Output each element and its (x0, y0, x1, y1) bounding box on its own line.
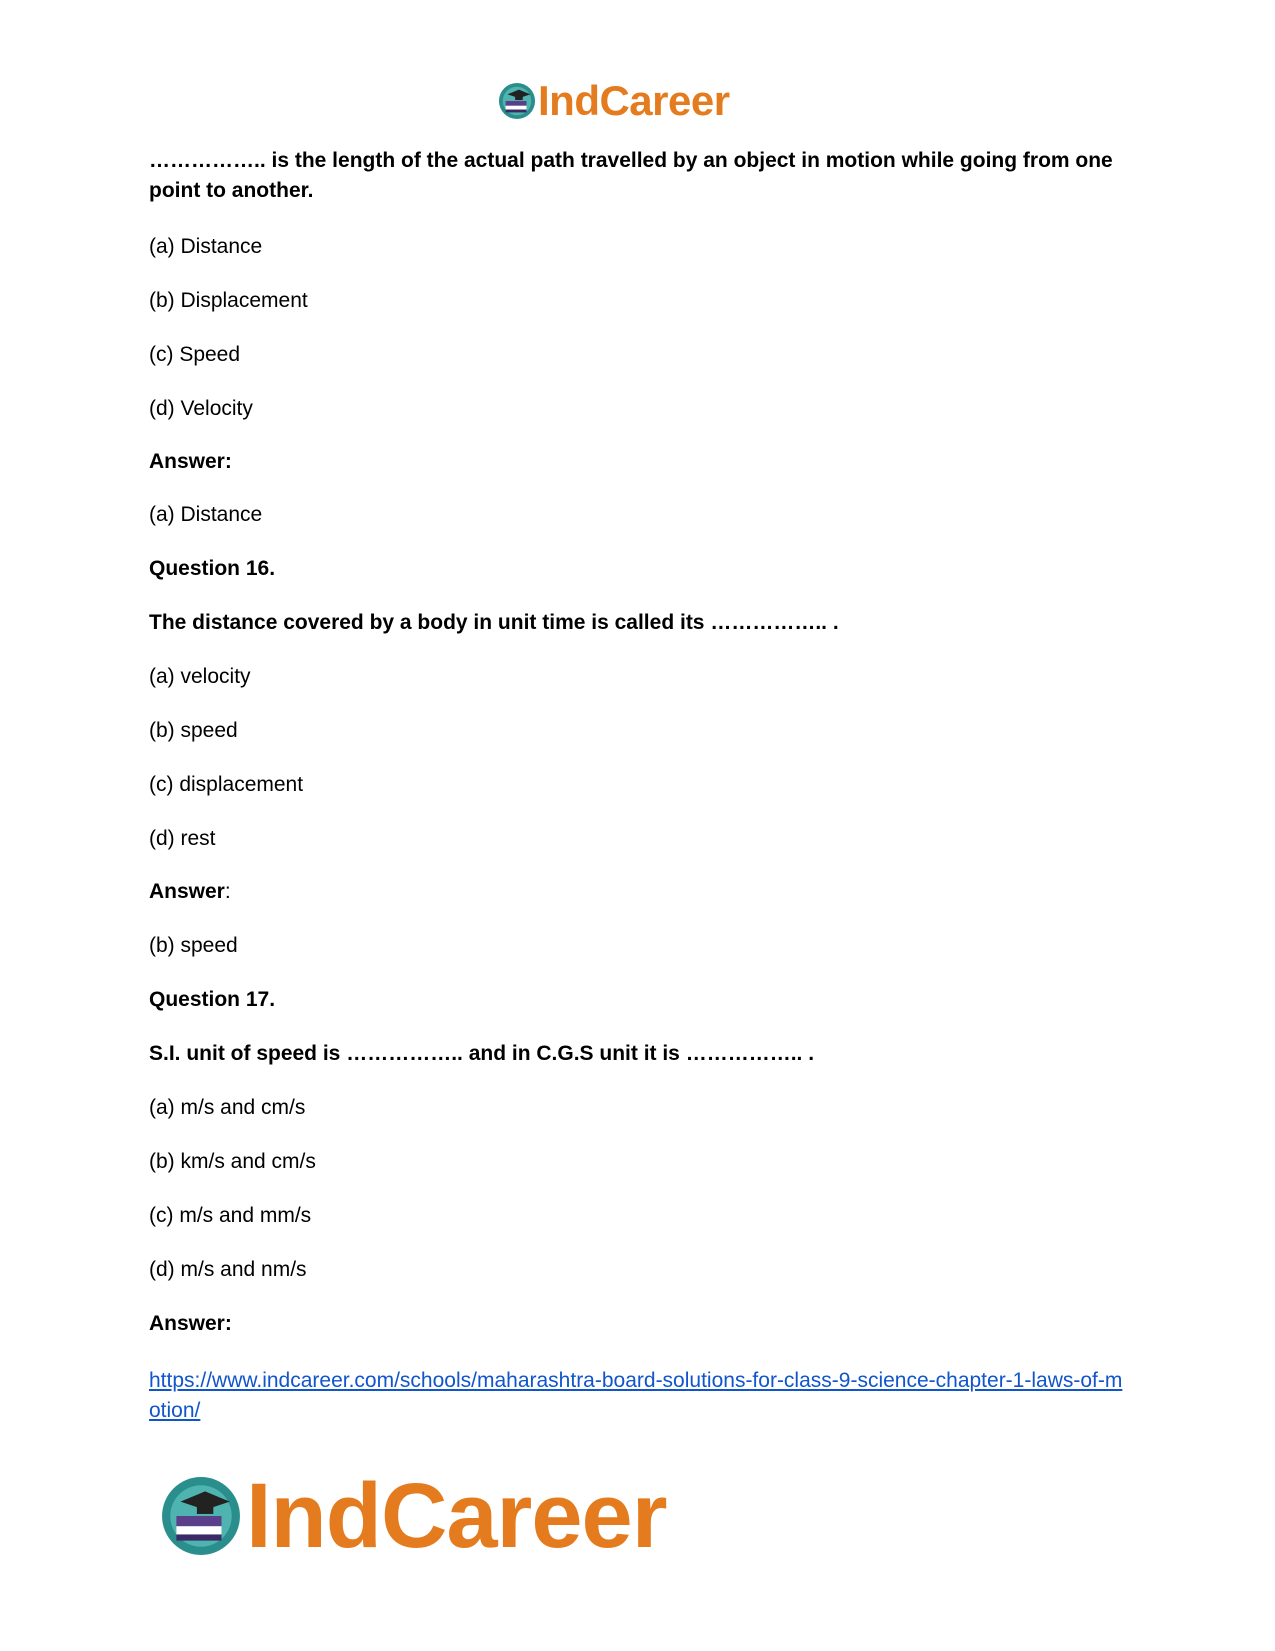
q16-answer-colon: : (224, 880, 231, 903)
q16-answer: (b) speed (149, 934, 238, 957)
q16-option-d: (d) rest (149, 827, 216, 850)
source-url-link[interactable]: https://www.indcareer.com/schools/maharashtra-board-solutions-for-class-9-science-chapter-1-laws-of-motion/ (149, 1369, 1123, 1422)
q15-option-c: (c) Speed (149, 343, 241, 366)
question-17-text: S.I. unit of speed is …………….. and in C.G.S unit it is …………….. . (149, 1042, 815, 1065)
q16-answer-label: Answer (149, 880, 225, 903)
q17-answer-label: Answer: (149, 1312, 232, 1335)
q17-option-d: (d) m/s and nm/s (149, 1258, 307, 1281)
indcareer-emblem-icon (498, 82, 536, 120)
q16-option-a: (a) velocity (149, 665, 251, 688)
question-17-title: Question 17. (149, 988, 276, 1011)
q15-answer-label: Answer: (149, 450, 232, 473)
q15-answer: (a) Distance (149, 503, 263, 526)
question-15-text: …………….. is the length of the actual path travelled by an object in motion while going from one point to another. (149, 149, 1113, 202)
q16-option-c: (c) displacement (149, 773, 304, 796)
q17-option-c: (c) m/s and mm/s (149, 1204, 312, 1227)
q15-option-b: (b) Displacement (149, 289, 308, 312)
question-16-text: The distance covered by a body in unit time is called its …………….. . (149, 611, 839, 634)
q16-option-b: (b) speed (149, 719, 238, 742)
q15-option-a: (a) Distance (149, 235, 263, 258)
header-logo (498, 77, 730, 124)
logo-text: IndCareer (538, 77, 730, 124)
q17-option-b: (b) km/s and cm/s (149, 1150, 316, 1173)
q15-option-d: (d) Velocity (149, 397, 253, 420)
q16-answer-heading (149, 877, 231, 907)
q17-option-a: (a) m/s and cm/s (149, 1096, 306, 1119)
footer-logo (160, 1465, 667, 1567)
question-16-title: Question 16. (149, 557, 276, 580)
indcareer-emblem-icon (160, 1475, 242, 1557)
logo-text: IndCareer (246, 1465, 667, 1567)
